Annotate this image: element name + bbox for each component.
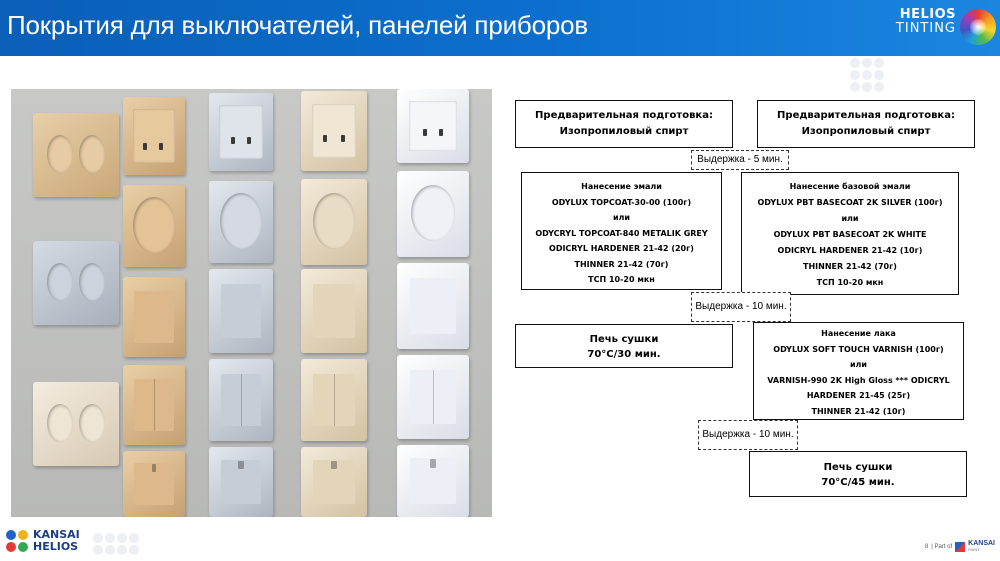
brand-line-1: HELIOS — [899, 7, 956, 22]
champagne-led-switch — [301, 447, 367, 517]
brand-line-2: TINTING — [895, 21, 956, 36]
kansai-paint-logo-icon — [955, 542, 965, 552]
champagne-double-switch — [301, 359, 367, 441]
varnish-line-3: или — [849, 360, 868, 369]
basecoat-line-5: ODICRYL HARDENER 21-42 (10г) — [777, 246, 923, 255]
white-switch — [397, 263, 469, 349]
wait-10-min-b: Выдержка - 10 мин. — [698, 420, 798, 450]
varnish-line-4: VARNISH-990 2K High Gloss *** ODICRYL — [767, 375, 950, 385]
silver-double-socket — [33, 241, 119, 325]
logo-circles-icon — [6, 527, 32, 553]
kansai-paint-wordmark — [968, 541, 995, 552]
prep-right-box — [757, 100, 975, 148]
helios-tinting-brand — [896, 8, 956, 36]
ivory-double-socket — [33, 382, 119, 466]
oven-right-line-2: 70°С/45 мин. — [821, 477, 895, 488]
enamel-line-4: ODYCRYL TOPCOAT-840 METALIK GREY — [535, 228, 708, 238]
varnish-box — [753, 322, 964, 420]
white-double-switch — [397, 355, 469, 439]
basecoat-box — [741, 172, 959, 295]
wait-10-min-a: Выдержка - 10 мин. — [691, 292, 791, 322]
footer-page-info — [925, 541, 995, 552]
prep-left-box — [515, 100, 733, 148]
enamel-line-6: THINNER 21-42 (70г) — [574, 259, 669, 269]
champagne-socket — [301, 179, 367, 265]
varnish-line-6: THINNER 21-42 (10г) — [811, 406, 906, 416]
logo-text-kansai: KANSAI — [33, 528, 80, 541]
enamel-box — [521, 172, 722, 290]
gold-switch — [123, 277, 185, 357]
switches-photo — [11, 89, 492, 517]
title-bar — [0, 0, 1000, 56]
oven-left-box — [515, 324, 733, 368]
prep-left-line-2: Изопропиловый спирт — [559, 126, 689, 137]
gold-double-socket — [33, 113, 119, 197]
logo-text-helios: HELIOS — [33, 540, 79, 553]
silver-data-socket — [209, 93, 273, 171]
page-title: Покрытия для выключателей, панелей приборов — [7, 10, 588, 40]
silver-switch — [209, 269, 273, 353]
white-led-switch — [397, 445, 469, 517]
color-ball-icon — [960, 9, 996, 45]
oven-right-line-1: Печь сушки — [823, 462, 893, 473]
page-number: 8 — [924, 543, 929, 550]
enamel-line-2: ODYLUX TOPCOAT-30-00 (100г) — [551, 197, 692, 207]
silver-socket — [209, 181, 273, 263]
enamel-line-1: Нанесение эмали — [581, 182, 662, 191]
varnish-line-1: Нанесение лака — [821, 329, 896, 338]
prep-right-line-2: Изопропиловый спирт — [801, 126, 931, 137]
silver-led-switch — [209, 447, 273, 517]
paint-word: PAINT — [968, 547, 980, 552]
basecoat-line-7: ТСП 10-20 мкн — [816, 278, 884, 287]
white-data-socket — [397, 89, 469, 163]
enamel-line-3: или — [612, 213, 631, 222]
varnish-line-5: HARDENER 21-45 (25г) — [806, 391, 911, 400]
prep-left-line-1: Предварительная подготовка: — [535, 110, 713, 121]
basecoat-line-4: ODYLUX PBT BASECOAT 2K WHITE — [773, 230, 927, 239]
part-of-label: | Part of — [931, 543, 953, 550]
basecoat-line-1: Нанесение базовой эмали — [789, 182, 911, 191]
oven-left-line-2: 70°С/30 мин. — [587, 349, 661, 360]
oven-left-line-1: Печь сушки — [589, 334, 659, 345]
champagne-data-socket — [301, 91, 367, 171]
decorative-dots-bottom — [93, 533, 139, 555]
decorative-dots — [850, 58, 884, 92]
basecoat-line-6: THINNER 21-42 (70г) — [803, 262, 897, 271]
gold-socket — [123, 185, 185, 267]
champagne-switch — [301, 269, 367, 353]
gold-led-switch — [123, 451, 185, 517]
oven-right-box — [749, 451, 967, 497]
wait-5-min: Выдержка - 5 мин. — [691, 150, 789, 170]
enamel-line-5: ODICRYL HARDENER 21-42 (20г) — [549, 244, 694, 253]
gold-data-socket — [123, 97, 185, 175]
silver-double-switch — [209, 359, 273, 441]
kansai-word: KANSAI — [968, 540, 995, 547]
prep-right-line-1: Предварительная подготовка: — [777, 110, 955, 121]
basecoat-line-3: или — [841, 214, 859, 223]
gold-double-switch — [123, 365, 185, 445]
basecoat-line-2: ODYLUX PBT BASECOAT 2K SILVER (100г) — [757, 198, 943, 207]
varnish-line-2: ODYLUX SOFT TOUCH VARNISH (100г) — [773, 344, 944, 354]
white-socket — [397, 171, 469, 257]
enamel-line-7: ТСП 10-20 мкн — [588, 275, 655, 284]
